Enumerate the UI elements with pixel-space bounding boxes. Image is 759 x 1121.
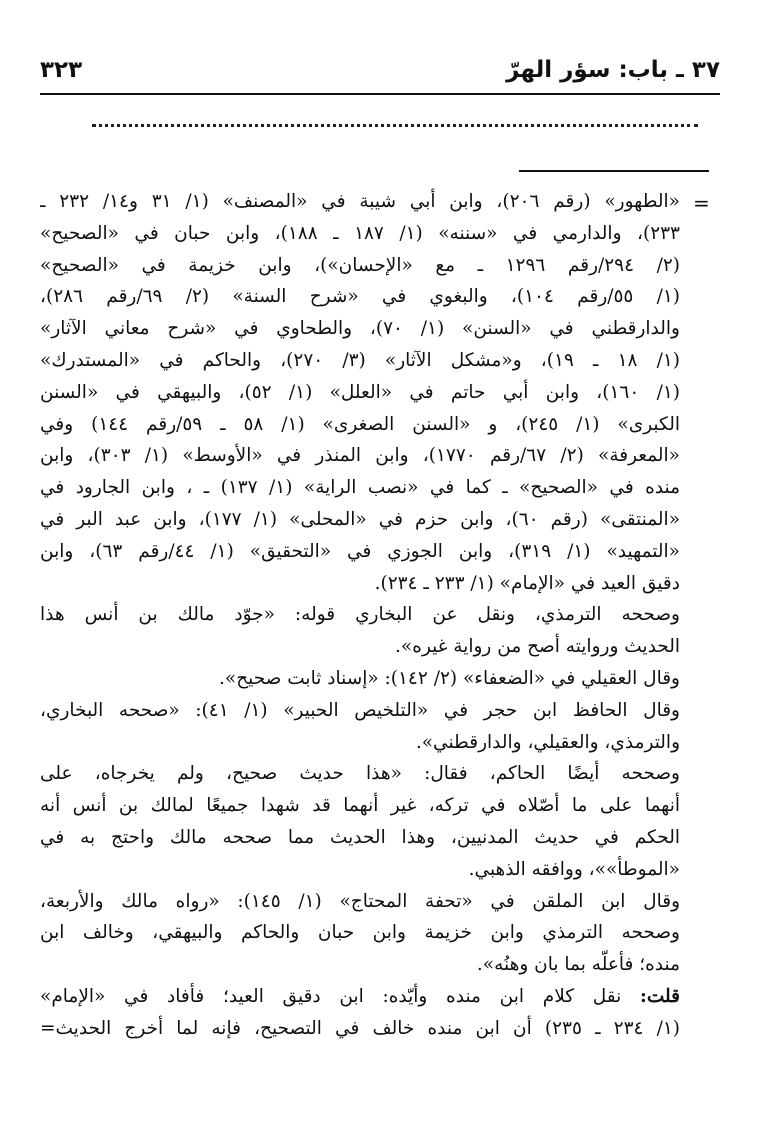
footnote-line: أنهما على ما أصّلاه في تركه، غير أنهما قد شهدا جميعًا لمالك بن أنس أنه — [40, 795, 680, 817]
footnote-line: «الطهور» (رقم ٢٠٦)، وابن أبي شيبة في «المصنف» (١/ ٣١ و١٤/ ٢٣٢ ـ — [40, 191, 680, 212]
footnote-line: ٢٣٣)، والدارمي في «سننه» (١/ ١٨٧ ـ ١٨٨)، وابن حبان في «الصحيح» — [40, 222, 680, 244]
continuation-mark: = — [693, 191, 710, 215]
footnote-line: والترمذي، والعقيلي، والدارقطني». — [415, 731, 680, 753]
footnote-line: وصححه أيضًا الحاكم، فقال: «هذا حديث صحيح، ولم يخرجاه، على — [40, 763, 680, 785]
header-rule — [40, 93, 720, 95]
footnote-line: وقال ابن الملقن في «تحفة المحتاج» (١/ ١٤٥): «رواه مالك والأربعة، — [40, 890, 680, 912]
qult-label: قلت: — [640, 985, 680, 1007]
qult-text: نقل كلام ابن منده وأيّده: ابن دقيق العيد؛ فأفاد في «الإمام» — [40, 985, 622, 1007]
footnote-body — [40, 186, 680, 1045]
footnote-line: «المعرفة» (٢/ ٦٧/رقم ١٧٧٠)، وابن المنذر في «الأوسط» (١/ ٣٠٣)، وابن — [40, 445, 680, 467]
footnote-line: الحكم في حديث المدنيين، وهذا الحديث مما صححه مالك واحتج به في — [40, 826, 680, 848]
footnote-line: (٢/ ٢٩٤/رقم ١٢٩٦ ـ مع «الإحسان»)، وابن خزيمة في «الصحيح» — [40, 254, 680, 276]
footnote-line: «المنتقى» (رقم ٦٠)، وابن حزم في «المحلى» (١/ ١٧٧)، وابن عبد البر في — [40, 508, 680, 530]
dotted-separator — [92, 124, 698, 127]
footnote-line: وقال الحافظ ابن حجر في «التلخيص الحبير» (١/ ٤١): «صححه البخاري، — [40, 699, 680, 721]
footnote-line: الكبرى» (١/ ٢٤٥)، و «السنن الصغرى» (١/ ٥٨ ـ ٥٩/رقم ١٤٤) وفي — [40, 413, 680, 435]
footnote-line: دقيق العيد في «الإمام» (١/ ٢٣٣ ـ ٢٣٤). — [374, 572, 680, 594]
footnote-line: (١/ ٥٥/رقم ١٠٤)، والبغوي في «شرح السنة» (٢/ ٦٩/رقم ٢٨٦)، — [40, 286, 680, 308]
footnote-line: الحديث وروايته أصح من رواية غيره». — [395, 636, 680, 658]
footnote-line: (١/ ٢٣٤ ـ ٢٣٥) أن ابن منده خالف في التصحيح، فإنه لما أخرج الحديث= — [40, 1017, 680, 1039]
footnote-line: منده في «الصحيح» ـ كما في «نصب الراية» (١/ ١٣٧) ـ ، وابن الجارود في — [40, 477, 680, 499]
chapter-title: ٣٧ ـ باب: سؤر الهرّ — [506, 57, 720, 83]
footnote-rule — [519, 170, 709, 172]
running-header — [40, 50, 720, 90]
footnote-line-qult — [40, 981, 680, 1013]
footnote-line: «الموطأ»»، ووافقه الذهبي. — [468, 858, 680, 880]
footnote-line: (١/ ١٦٠)، وابن أبي حاتم في «العلل» (١/ ٥٢)، والبيهقي في «السنن — [40, 381, 680, 403]
footnote-line: (١/ ١٨ ـ ١٩)، و«مشكل الآثار» (٣/ ٢٧٠)، والحاكم في «المستدرك» — [40, 349, 680, 371]
footnote-line: وقال العقيلي في «الضعفاء» (٢/ ١٤٢): «إسناد ثابت صحيح». — [219, 667, 680, 689]
page-number: ٣٢٣ — [40, 57, 83, 83]
footnote-line: والدارقطني في «السنن» (١/ ٧٠)، والطحاوي في «شرح معاني الآثار» — [40, 318, 680, 340]
footnote-line: منده؛ فأعلّه بما بان وهنُه». — [476, 954, 680, 976]
footnote-line: «التمهيد» (١/ ٣١٩)، وابن الجوزي في «التحقيق» (١/ ٤٤/رقم ٦٣)، وابن — [40, 540, 680, 562]
footnote-line: وصححه الترمذي، ونقل عن البخاري قوله: «جوّد مالك بن أنس هذا — [40, 604, 680, 626]
footnote-line: وصححه الترمذي وابن خزيمة وابن حبان والحاكم والبيهقي، وخالف ابن — [40, 922, 680, 944]
